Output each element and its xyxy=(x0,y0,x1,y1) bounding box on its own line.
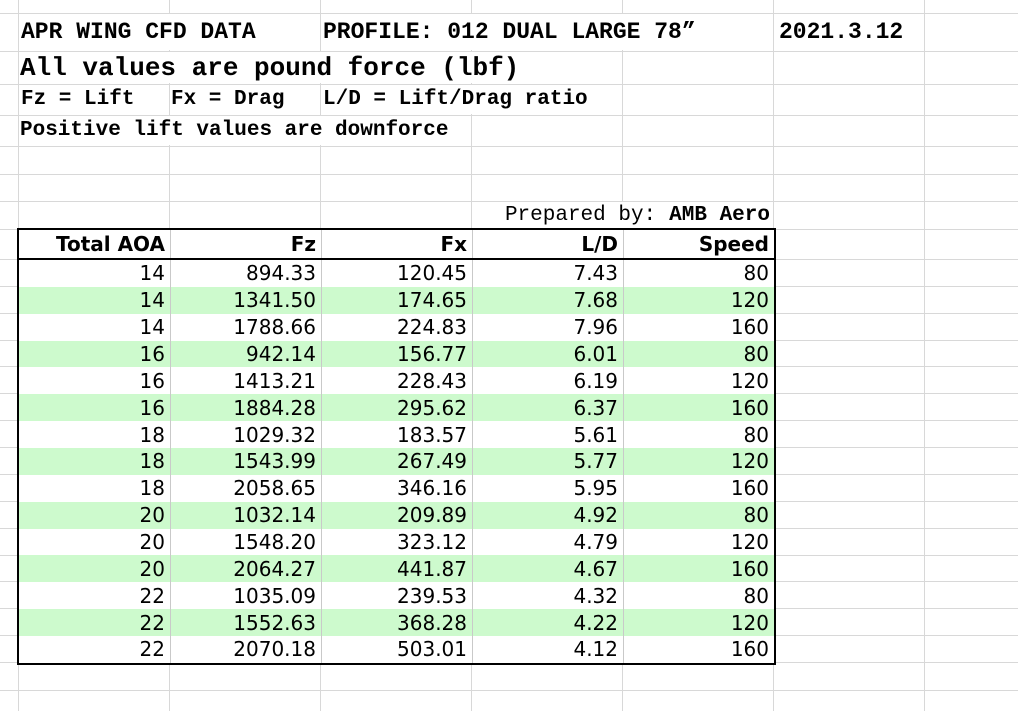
table-row xyxy=(19,555,774,582)
table-cell[interactable]: 1548.20 xyxy=(170,529,321,556)
table-row xyxy=(19,582,774,609)
table-cell[interactable]: 6.37 xyxy=(472,394,623,421)
table-cell[interactable]: 5.95 xyxy=(472,475,623,502)
table-cell[interactable]: 441.87 xyxy=(321,555,472,582)
table-row xyxy=(19,609,774,636)
table-cell[interactable]: 224.83 xyxy=(321,314,472,341)
table-cell[interactable]: 942.14 xyxy=(170,341,321,368)
table-cell[interactable]: 4.67 xyxy=(472,555,623,582)
table-cell[interactable]: 5.77 xyxy=(472,448,623,475)
table-cell[interactable]: 1552.63 xyxy=(170,609,321,636)
table-cell[interactable]: 2064.27 xyxy=(170,555,321,582)
table-cell[interactable]: 1413.21 xyxy=(170,367,321,394)
table-cell[interactable]: 20 xyxy=(139,503,165,528)
table-cell[interactable]: 14 xyxy=(139,288,165,313)
column-header[interactable]: Total AOA xyxy=(55,232,165,256)
table-row xyxy=(19,529,774,556)
table-cell[interactable]: 160 xyxy=(623,636,774,663)
table-cell[interactable]: 22 xyxy=(139,610,165,635)
table-cell[interactable]: 1884.28 xyxy=(170,394,321,421)
table-cell[interactable]: 4.22 xyxy=(472,609,623,636)
gridline xyxy=(924,0,925,711)
table-cell[interactable]: 267.49 xyxy=(321,448,472,475)
table-cell[interactable]: 120 xyxy=(623,287,774,314)
table-cell[interactable]: 22 xyxy=(139,583,165,608)
table-cell[interactable]: 120.45 xyxy=(321,260,472,287)
table-cell[interactable]: 80 xyxy=(623,582,774,609)
units-subtitle[interactable]: All values are pound force (lbf) xyxy=(20,52,520,83)
gridline xyxy=(0,174,1018,175)
table-row xyxy=(19,367,774,394)
legend-ld[interactable]: L/D = Lift/Drag ratio xyxy=(323,88,588,111)
prepared-by-value: AMB Aero xyxy=(669,203,770,227)
column-header[interactable]: Speed xyxy=(623,230,774,258)
table-cell[interactable]: 120 xyxy=(623,448,774,475)
table-row xyxy=(19,341,774,368)
date-label[interactable]: 2021.3.12 xyxy=(779,19,904,45)
table-cell[interactable]: 20 xyxy=(139,530,165,555)
legend-fz[interactable]: Fz = Lift xyxy=(21,88,135,111)
table-cell[interactable]: 1035.09 xyxy=(170,582,321,609)
column-header[interactable]: Fz xyxy=(170,230,321,258)
table-cell[interactable]: 2058.65 xyxy=(170,475,321,502)
table-cell[interactable]: 5.61 xyxy=(472,421,623,448)
table-cell[interactable]: 6.01 xyxy=(472,341,623,368)
prepared-by[interactable] xyxy=(505,201,770,229)
table-cell[interactable]: 228.43 xyxy=(321,367,472,394)
table-cell[interactable]: 1341.50 xyxy=(170,287,321,314)
table-cell[interactable]: 156.77 xyxy=(321,341,472,368)
table-row xyxy=(19,394,774,421)
table-cell[interactable]: 183.57 xyxy=(321,421,472,448)
table-row xyxy=(19,421,774,448)
table-cell[interactable]: 1032.14 xyxy=(170,502,321,529)
gridline xyxy=(0,146,1018,147)
column-header[interactable]: L/D xyxy=(472,230,623,258)
table-cell[interactable]: 120 xyxy=(623,609,774,636)
table-cell[interactable]: 80 xyxy=(623,341,774,368)
column-header[interactable]: Fx xyxy=(321,230,472,258)
table-cell[interactable]: 239.53 xyxy=(321,582,472,609)
table-cell[interactable]: 4.12 xyxy=(472,636,623,663)
cfd-data-table xyxy=(17,228,776,665)
table-row xyxy=(19,314,774,341)
legend-fx[interactable]: Fx = Drag xyxy=(171,88,285,111)
table-cell[interactable]: 7.68 xyxy=(472,287,623,314)
table-cell[interactable]: 4.92 xyxy=(472,502,623,529)
table-cell[interactable]: 209.89 xyxy=(321,502,472,529)
table-cell[interactable]: 18 xyxy=(139,476,165,501)
table-cell[interactable]: 4.32 xyxy=(472,582,623,609)
table-cell[interactable]: 18 xyxy=(139,422,165,447)
table-cell[interactable]: 1788.66 xyxy=(170,314,321,341)
table-cell[interactable]: 174.65 xyxy=(321,287,472,314)
table-cell[interactable]: 80 xyxy=(623,260,774,287)
table-cell[interactable]: 295.62 xyxy=(321,394,472,421)
table-cell[interactable]: 14 xyxy=(139,315,165,340)
table-cell[interactable]: 7.96 xyxy=(472,314,623,341)
table-cell[interactable]: 80 xyxy=(623,502,774,529)
table-cell[interactable]: 6.19 xyxy=(472,367,623,394)
table-cell[interactable]: 120 xyxy=(623,529,774,556)
gridline xyxy=(0,690,1018,691)
table-row xyxy=(19,502,774,529)
table-cell[interactable]: 894.33 xyxy=(170,260,321,287)
table-cell[interactable]: 22 xyxy=(139,637,165,662)
profile-label[interactable]: PROFILE: 012 DUAL LARGE 78” xyxy=(323,19,696,45)
table-cell[interactable]: 160 xyxy=(623,314,774,341)
table-cell[interactable]: 4.79 xyxy=(472,529,623,556)
table-cell[interactable]: 80 xyxy=(623,421,774,448)
table-cell[interactable]: 1029.32 xyxy=(170,421,321,448)
table-cell[interactable]: 20 xyxy=(139,556,165,581)
table-cell[interactable]: 16 xyxy=(139,395,165,420)
table-cell[interactable]: 323.12 xyxy=(321,529,472,556)
table-cell[interactable]: 18 xyxy=(139,449,165,474)
table-cell[interactable]: 160 xyxy=(623,555,774,582)
table-cell[interactable]: 160 xyxy=(623,394,774,421)
table-cell[interactable]: 503.01 xyxy=(321,636,472,663)
table-cell[interactable]: 16 xyxy=(139,368,165,393)
table-cell[interactable]: 1543.99 xyxy=(170,448,321,475)
table-row xyxy=(19,287,774,314)
downforce-note[interactable]: Positive lift values are downforce xyxy=(20,119,449,142)
table-cell[interactable]: 346.16 xyxy=(321,475,472,502)
table-cell[interactable]: 368.28 xyxy=(321,609,472,636)
table-cell[interactable]: 16 xyxy=(139,342,165,366)
table-row xyxy=(19,636,774,663)
table-body xyxy=(19,260,774,663)
table-cell[interactable]: 120 xyxy=(623,367,774,394)
table-cell[interactable]: 160 xyxy=(623,475,774,502)
table-row xyxy=(19,475,774,502)
table-cell[interactable]: 2070.18 xyxy=(170,636,321,663)
table-cell[interactable]: 7.43 xyxy=(472,260,623,287)
table-cell[interactable]: 14 xyxy=(139,261,165,286)
table-row xyxy=(19,448,774,475)
prepared-by-label: Prepared by: xyxy=(504,203,657,227)
sheet-title[interactable]: APR WING CFD DATA xyxy=(21,19,256,45)
table-header-row xyxy=(19,230,774,260)
table-row xyxy=(19,260,774,287)
